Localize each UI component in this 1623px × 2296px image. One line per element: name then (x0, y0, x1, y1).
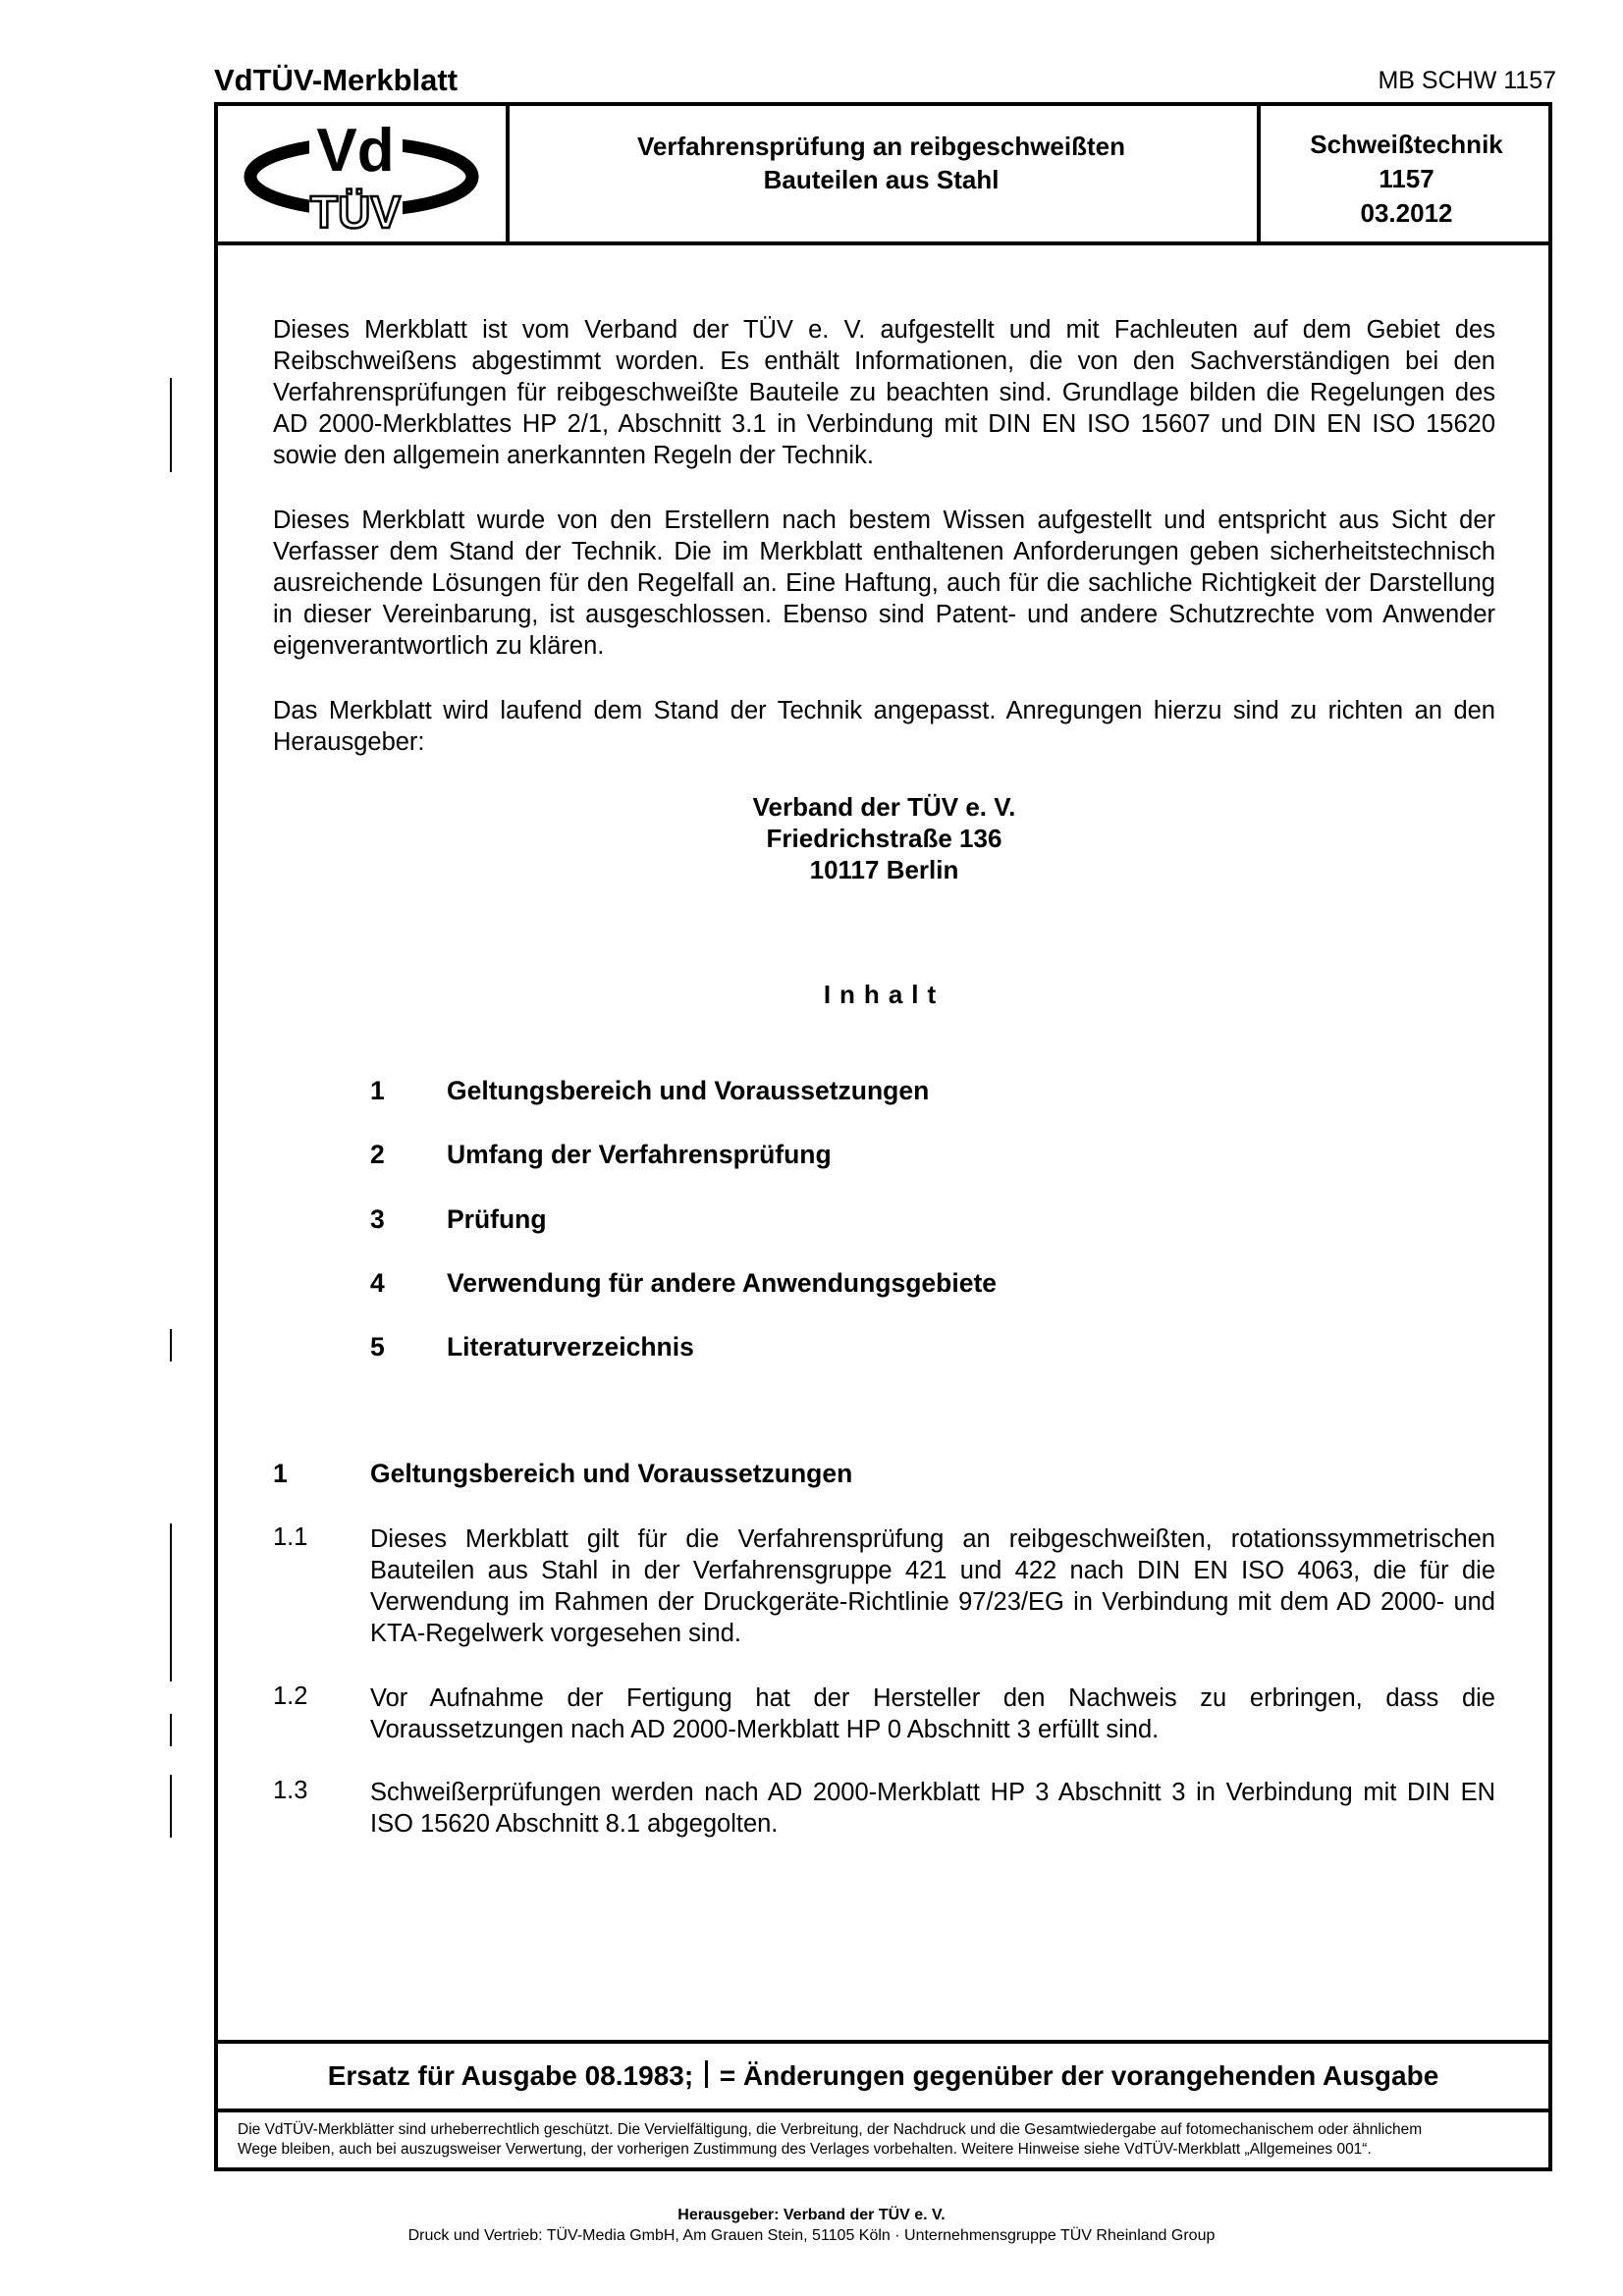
replacement-edition: Ersatz für Ausgabe 08.1983; (327, 2060, 694, 2091)
toc-item-number: 4 (370, 1268, 385, 1298)
address-line-3: 10117 Berlin (809, 855, 959, 884)
title-box (214, 102, 1552, 245)
toc-item-number: 1 (370, 1076, 385, 1105)
subsection-number: 1.2 (273, 1682, 308, 1710)
subsection-text: Vor Aufnahme der Fertigung hat der Hersteller den Nachweis zu erbringen, dass die Voraussetzungen nach AD 2000-Merkblatt HP 0 Abschnitt 3 erfüllt sind. (370, 1684, 1495, 1743)
intro-text-3: Das Merkblatt wird laufend dem Stand der Technik angepasst. Anregungen hierzu sind zu richten an den Herausgeber: (273, 697, 1495, 756)
copyright-line-1: Die VdTÜV-Merkblätter sind urheberrechtlich geschützt. Die Vervielfältigung, die Verbreitung, der Nachdruck und die Gesamtwiedergabe auf fotomechanischem oder ähnlichem (238, 2121, 1423, 2138)
category: Schweißtechnik (1310, 130, 1503, 159)
title-line-1: Verfahrensprüfung an reibgeschweißten (637, 132, 1125, 161)
change-legend: = Änderungen gegenüber der vorangehenden Ausgabe (719, 2060, 1439, 2091)
toc-item-number: 2 (370, 1140, 385, 1169)
copyright-notice (214, 2112, 1552, 2171)
subsection-number: 1.3 (273, 1777, 308, 1804)
toc-item-label: Prüfung (447, 1204, 547, 1234)
logo-cell (218, 106, 510, 241)
change-bar (170, 1329, 172, 1362)
publisher-line: Herausgeber: Verband der TÜV e. V. (677, 2207, 946, 2223)
subsection-number: 1.1 (273, 1523, 308, 1551)
section-title: Geltungsbereich und Voraussetzungen (370, 1459, 853, 1488)
publisher-address (273, 791, 1495, 885)
intro-text-1: Dieses Merkblatt ist vom Verband der TÜV e. V. aufgestellt und mit Fachleuten auf dem Gebiet des Reibschweißens abgestimmt worden. Es enthält Informationen, die von den Sachverständigen bei den Verfahrensprüfungen für reibgeschweißte Bauteile zu beachten sind. Grundlage bilden die Regelungen des AD 2000-Merkblattes HP 2/1, Abschnitt 3.1 in Verbindung mit DIN EN ISO 15607 und DIN EN ISO 15620 sowie den allgemein anerkannten Regeln der Technik. (273, 316, 1495, 469)
document-title (506, 106, 1261, 241)
toc-item-label: Verwendung für andere Anwendungsgebiete (447, 1268, 998, 1298)
intro-paragraph-2 (273, 505, 1495, 662)
toc-item-label: Geltungsbereich und Voraussetzungen (447, 1076, 930, 1105)
toc-title: Inhalt (823, 980, 946, 1009)
document-code: MB SCHW 1157 (1378, 67, 1556, 94)
change-bar-legend-icon (705, 2060, 708, 2088)
edition-date: 03.2012 (1360, 198, 1453, 228)
subsection-text: Schweißerprüfungen werden nach AD 2000-Merkblatt HP 3 Abschnitt 3 in Verbindung mit DIN EN ISO 15620 Abschnitt 8.1 abgegolten. (370, 1779, 1495, 1838)
toc-item-number: 5 (370, 1332, 385, 1362)
address-line-2: Friedrichstraße 136 (766, 824, 1002, 853)
intro-paragraph-3 (273, 695, 1495, 758)
subsection-text: Dieses Merkblatt gilt für die Verfahrensprüfung an reibgeschweißten, rotationssymmetrischen Bauteilen aus Stahl in der Verfahrensgruppe 421 und 422 nach DIN EN ISO 4063, die für die Verwendung im Rahmen der Druckgeräte-Richtlinie 97/23/EG in Verbindung mit dem AD 2000- und KTA-Regelwerk vorgesehen sind. (370, 1525, 1495, 1647)
title-line-2: Bauteilen aus Stahl (763, 165, 1000, 194)
change-bar (170, 378, 172, 472)
logo-vd-text: Vd (316, 117, 395, 185)
change-bar (170, 1523, 172, 1682)
vdtuev-logo (218, 106, 506, 241)
section-number: 1 (273, 1459, 288, 1488)
replacement-notice (214, 2044, 1552, 2112)
intro-paragraph-1 (273, 314, 1495, 471)
change-bar (170, 1714, 172, 1746)
toc-item-number: 3 (370, 1204, 385, 1234)
category-cell (1265, 106, 1548, 241)
distribution-line: Druck und Vertrieb: TÜV-Media GmbH, Am Grauen Stein, 51105 Köln · Unternehmensgruppe TÜV Rheinland Group (407, 2227, 1216, 2244)
document-number: 1157 (1379, 164, 1434, 193)
address-line-1: Verband der TÜV e. V. (752, 792, 1016, 822)
copyright-line-2: Wege bleiben, auch bei auszugsweiser Verwertung, der vorherigen Zustimmung des Verlages vorbehalten. Weitere Hinweise siehe VdTÜV-Merkblatt „Allgemeines 001“. (238, 2141, 1372, 2158)
toc-item-label: Literaturverzeichnis (447, 1332, 694, 1362)
toc-item-label: Umfang der Verfahrensprüfung (447, 1140, 832, 1169)
logo-tuev-text: TÜV (310, 187, 401, 238)
change-bar (170, 1775, 172, 1838)
intro-text-2: Dieses Merkblatt wurde von den Erstellern nach bestem Wissen aufgestellt und entspricht aus Sicht der Verfasser dem Stand der Technik. Die im Merkblatt enthaltenen Anforderungen geben sicherheitstechnisch ausreichende Lösungen für den Regelfall an. Eine Haftung, auch für die sachliche Richtigkeit der Darstellung in dieser Vereinbarung, ist ausgeschlossen. Ebenso sind Patent- und andere Schutzrechte vom Anwender eigenverantwortlich zu klären. (273, 507, 1495, 660)
document-type-title: VdTÜV-Merkblatt (214, 63, 459, 97)
